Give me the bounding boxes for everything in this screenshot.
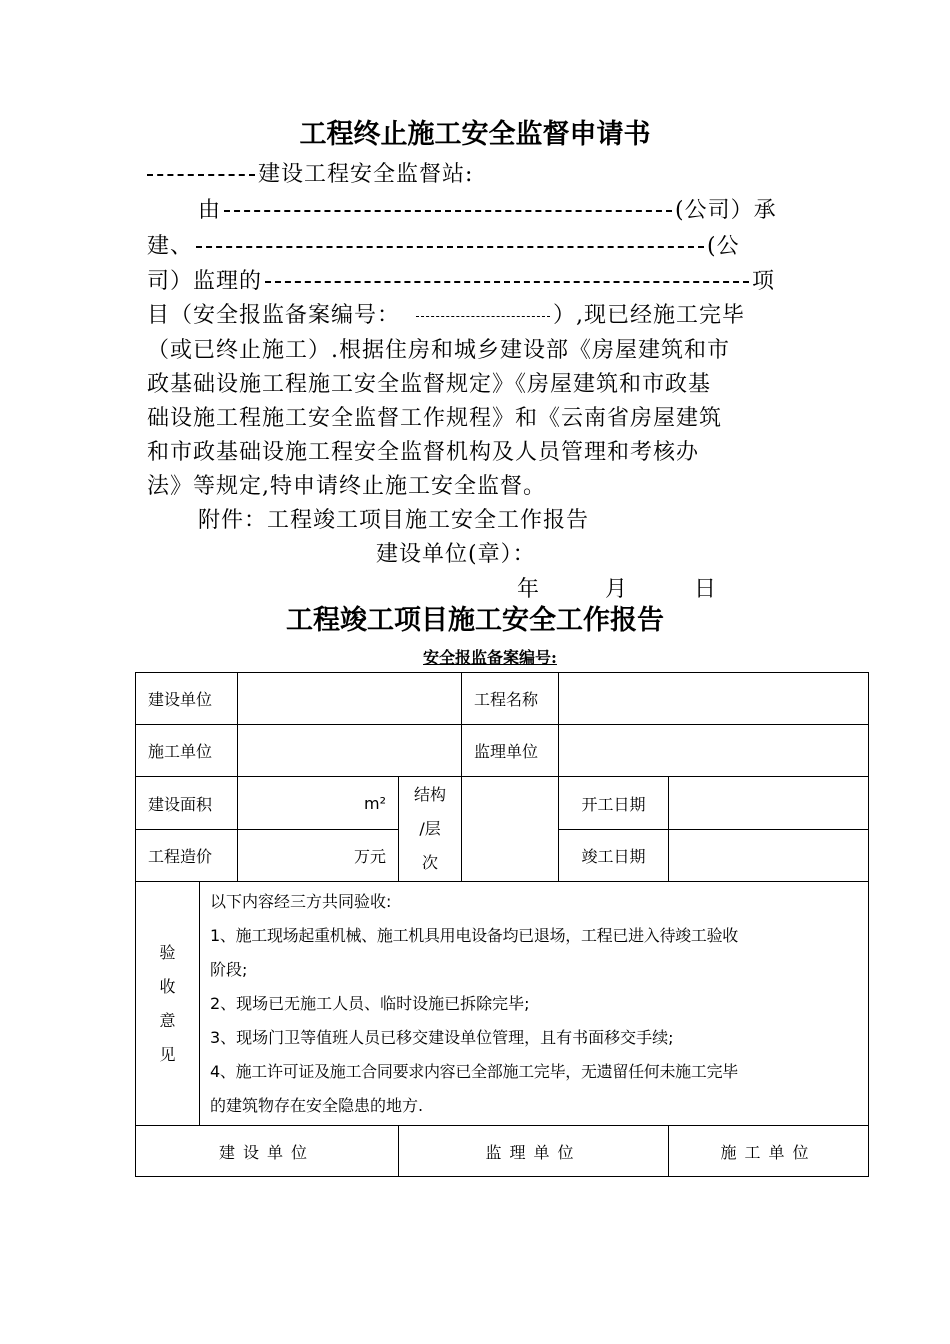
body-line-4: 和市政基础设施工程安全监督机构及人员管理和考核办 [147, 440, 700, 465]
opinion-line-3: 阶段; [210, 959, 248, 979]
label-supervisor: 监理单位 [462, 725, 559, 777]
value-supervisor[interactable] [559, 725, 869, 777]
opinion-char-1: 验 [159, 942, 176, 962]
label-cost: 工程造价 [136, 830, 238, 882]
label-end-date: 竣工日期 [559, 830, 669, 882]
opinion-char-4: 见 [159, 1044, 176, 1064]
row-builder [136, 673, 869, 725]
opinion-line-6: 4、施工许可证及施工合同要求内容已全部施工完毕，无遗留任何未施工完毕 [210, 1061, 738, 1081]
opinion-content [200, 882, 869, 1126]
value-contractor[interactable] [238, 725, 462, 777]
opinion-char-2: 收 [159, 976, 176, 996]
label-area: 建设面积 [136, 777, 238, 830]
body-line-3: 础设施工程施工安全监督工作规程》和《云南省房屋建筑 [147, 406, 723, 431]
supervise-text: 司）监理的 [147, 269, 263, 294]
structure-text-3: 次 [422, 853, 439, 872]
attachment-line: 附件：工程竣工项目施工安全工作报告 [198, 508, 590, 533]
signature-contractor[interactable]: 施工单位 [669, 1126, 869, 1177]
body-line-5: 法》等规定,特申请终止施工安全监督。 [147, 474, 546, 499]
signature-builder[interactable]: 建设单位 [136, 1126, 399, 1177]
report-title: 工程竣工项目施工安全工作报告 [286, 605, 664, 636]
record-prefix-text: 目（安全报监备案编号： [147, 303, 401, 328]
date-month: 月 [605, 577, 629, 602]
letter-title: 工程终止施工安全监督申请书 [299, 119, 651, 150]
label-contractor: 施工单位 [136, 725, 238, 777]
label-start-date: 开工日期 [559, 777, 669, 830]
item-text: 项 [752, 269, 776, 294]
record-line [147, 298, 745, 329]
opinion-line-5: 3、现场门卫等值班人员已移交建设单位管理，且有书面移交手续; [210, 1027, 674, 1047]
value-end-date[interactable] [669, 830, 869, 882]
report-record-number: 安全报监备案编号: [423, 648, 557, 667]
structure-text-1: 结构 [414, 785, 447, 804]
blank-record-number[interactable] [416, 316, 550, 317]
blank-project-name[interactable] [265, 281, 749, 283]
company-short-text: (公 [707, 234, 740, 259]
by-text: 由 [198, 198, 222, 223]
label-project-name: 工程名称 [462, 673, 559, 725]
row-contractor [136, 725, 869, 777]
supervise-line [147, 264, 775, 295]
date-day: 日 [694, 577, 718, 602]
blank-builder-company[interactable] [224, 210, 672, 212]
row-opinion [136, 882, 869, 1126]
structure-text-2: /层 [419, 819, 441, 838]
value-area-unit[interactable]: m² [238, 777, 399, 830]
body-line-2: 政基础设施工程施工安全监督规定》《房屋建筑和市政基 [147, 372, 712, 397]
row-signatures [136, 1126, 869, 1177]
report-table [135, 672, 869, 1177]
row-area [136, 777, 869, 830]
opinion-char-3: 意 [159, 1010, 176, 1030]
build-prefix-text: 建、 [147, 234, 194, 259]
record-suffix-text: ）,现已经施工完毕 [553, 303, 746, 328]
value-project-name[interactable] [559, 673, 869, 725]
opinion-line-4: 2、现场已无施工人员、临时设施已拆除完毕; [210, 993, 530, 1013]
opinion-line-7: 的建筑物存在安全隐患的地方. [210, 1095, 424, 1115]
blank-contractor-company[interactable] [196, 246, 704, 248]
blank-station[interactable] [147, 174, 255, 176]
label-structure [399, 777, 462, 882]
value-builder[interactable] [238, 673, 462, 725]
addressee-line [147, 157, 473, 188]
by-line [198, 193, 777, 224]
addressee-text: 建设工程安全监督站: [258, 162, 474, 187]
company-contract-text: (公司）承 [675, 198, 777, 223]
label-opinion [136, 882, 200, 1126]
body-line-1: （或已终止施工）.根据住房和城乡建设部《房屋建筑和市 [147, 338, 730, 363]
build-line [147, 229, 740, 260]
applicant-line: 建设单位(章）： [376, 542, 536, 567]
opinion-line-1: 以下内容经三方共同验收: [210, 891, 392, 911]
signature-supervisor[interactable]: 监理单位 [399, 1126, 669, 1177]
value-start-date[interactable] [669, 777, 869, 830]
value-cost-unit[interactable]: 万元 [238, 830, 399, 882]
date-year: 年 [517, 577, 541, 602]
value-structure[interactable] [462, 777, 559, 882]
label-builder: 建设单位 [136, 673, 238, 725]
opinion-line-2: 1、施工现场起重机械、施工机具用电设备均已退场，工程已进入待竣工验收 [210, 925, 738, 945]
